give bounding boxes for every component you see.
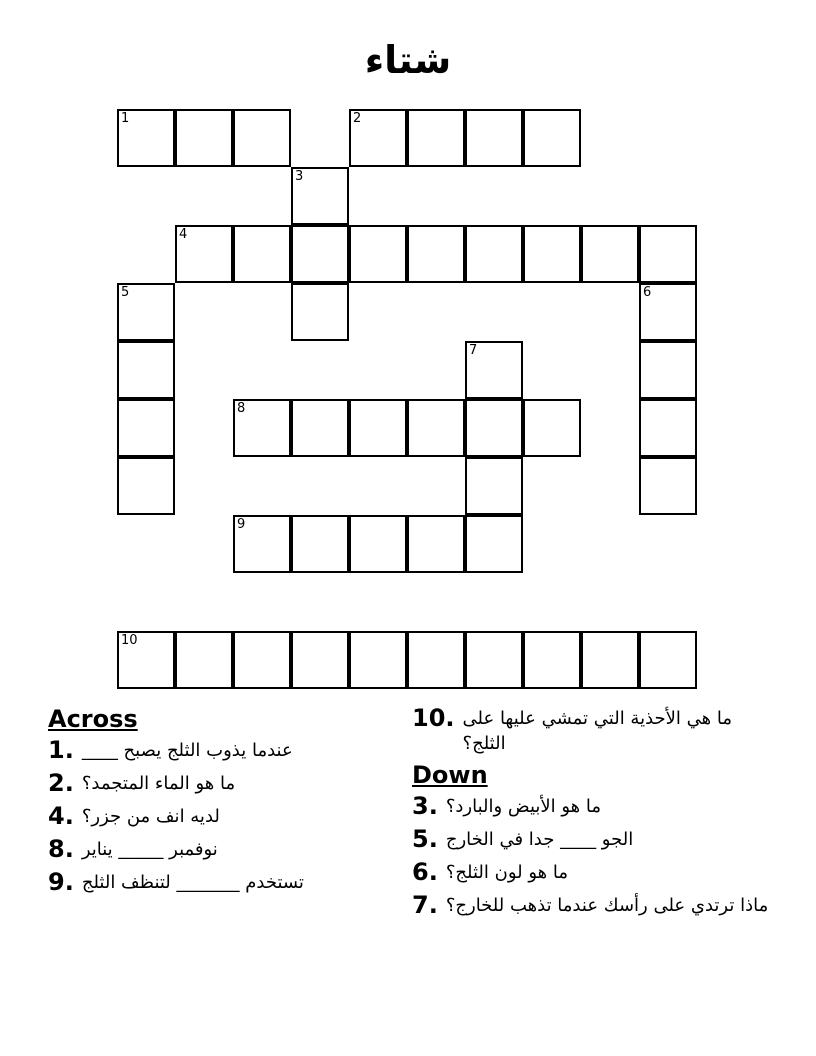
grid-cell[interactable] [581, 225, 639, 283]
grid-cell[interactable] [639, 631, 697, 689]
clue-across-1 [48, 735, 408, 765]
clue-number: 3. [412, 792, 438, 820]
grid-cell[interactable] [523, 631, 581, 689]
grid-cell[interactable] [639, 457, 697, 515]
grid-cell[interactable] [117, 399, 175, 457]
clue-text: الجو ____ جدا في الخارج [445, 829, 634, 850]
grid-cell[interactable] [523, 225, 581, 283]
grid-cell[interactable] [291, 283, 349, 341]
cell-number: 1 [121, 111, 130, 126]
clue-across-2 [48, 768, 408, 798]
clue-down-6 [412, 857, 772, 887]
grid-cell[interactable] [465, 515, 523, 573]
grid-cell[interactable] [291, 399, 349, 457]
grid-cell[interactable] [233, 399, 291, 457]
clue-down-3 [412, 791, 772, 821]
grid-cell[interactable] [407, 515, 465, 573]
grid-cell[interactable] [349, 631, 407, 689]
clue-number: 10. [412, 704, 455, 732]
cell-number: 10 [121, 633, 138, 648]
grid-cell[interactable] [117, 283, 175, 341]
grid-cell[interactable] [349, 399, 407, 457]
grid-cell[interactable] [291, 225, 349, 283]
grid-cell[interactable] [117, 109, 175, 167]
clue-across-9 [48, 867, 408, 897]
clue-number: 9. [48, 868, 74, 896]
cell-number: 5 [121, 285, 130, 300]
clue-text: لديه انف من جزر؟ [81, 806, 220, 827]
grid-cell[interactable] [465, 341, 523, 399]
clue-number: 1. [48, 736, 74, 764]
cell-number: 9 [237, 517, 246, 532]
grid-cell[interactable] [233, 515, 291, 573]
grid-cell[interactable] [233, 631, 291, 689]
grid-cell[interactable] [117, 457, 175, 515]
cell-number: 2 [353, 111, 362, 126]
grid-cell[interactable] [465, 225, 523, 283]
grid-cell[interactable] [639, 225, 697, 283]
grid-cell[interactable] [291, 515, 349, 573]
clue-text: ما هو لون الثلج؟ [445, 862, 568, 883]
down-heading: Down [412, 761, 488, 789]
grid-cell[interactable] [465, 399, 523, 457]
across-clues [48, 703, 408, 900]
clue-across-4 [48, 801, 408, 831]
cell-number: 8 [237, 401, 246, 416]
grid-cell[interactable] [175, 109, 233, 167]
clue-text: ما هي الأحذية التي تمشي عليها على الثلج؟ [462, 708, 732, 754]
grid-cell[interactable] [523, 109, 581, 167]
grid-cell[interactable] [465, 109, 523, 167]
clue-text: عندما يذوب الثلج يصبح ____ [81, 740, 293, 761]
clue-down-5 [412, 824, 772, 854]
clue-text: ما هو الماء المتجمد؟ [81, 773, 236, 794]
cell-number: 3 [295, 169, 304, 184]
cell-number: 6 [643, 285, 652, 300]
clue-across-10 [412, 703, 772, 756]
grid-cell[interactable] [175, 631, 233, 689]
clue-text: نوفمبر _____ يناير [81, 839, 218, 860]
grid-cell[interactable] [407, 109, 465, 167]
grid-cell[interactable] [233, 225, 291, 283]
grid-cell[interactable] [639, 399, 697, 457]
grid-cell[interactable] [639, 283, 697, 341]
grid-cell[interactable] [117, 631, 175, 689]
grid-cell[interactable] [117, 341, 175, 399]
grid-cell[interactable] [465, 631, 523, 689]
grid-cell[interactable] [407, 631, 465, 689]
grid-cell[interactable] [465, 457, 523, 515]
grid-cell[interactable] [291, 631, 349, 689]
grid-cell[interactable] [581, 631, 639, 689]
clue-down-7 [412, 890, 772, 920]
grid-cell[interactable] [349, 515, 407, 573]
clue-text: ماذا ترتدي على رأسك عندما تذهب للخارج؟ [445, 895, 769, 916]
grid-cell[interactable] [523, 399, 581, 457]
clue-number: 8. [48, 835, 74, 863]
grid-cell[interactable] [407, 399, 465, 457]
clue-text: تستخدم _______ لتنظف الثلج [81, 872, 304, 893]
grid-cell[interactable] [233, 109, 291, 167]
clues-right-column [412, 703, 772, 923]
cell-number: 4 [179, 227, 188, 242]
grid-cell[interactable] [175, 225, 233, 283]
clue-number: 7. [412, 891, 438, 919]
clue-text: ما هو الأبيض والبارد؟ [445, 796, 602, 817]
across-heading: Across [48, 705, 138, 733]
page-title: شتاء [364, 38, 452, 82]
clue-across-8 [48, 834, 408, 864]
grid-cell[interactable] [407, 225, 465, 283]
clue-number: 2. [48, 769, 74, 797]
grid-cell[interactable] [349, 109, 407, 167]
grid-cell[interactable] [639, 341, 697, 399]
grid-cell[interactable] [349, 225, 407, 283]
clue-number: 6. [412, 858, 438, 886]
clue-number: 5. [412, 825, 438, 853]
cell-number: 7 [469, 343, 478, 358]
grid-cell[interactable] [291, 167, 349, 225]
clue-number: 4. [48, 802, 74, 830]
